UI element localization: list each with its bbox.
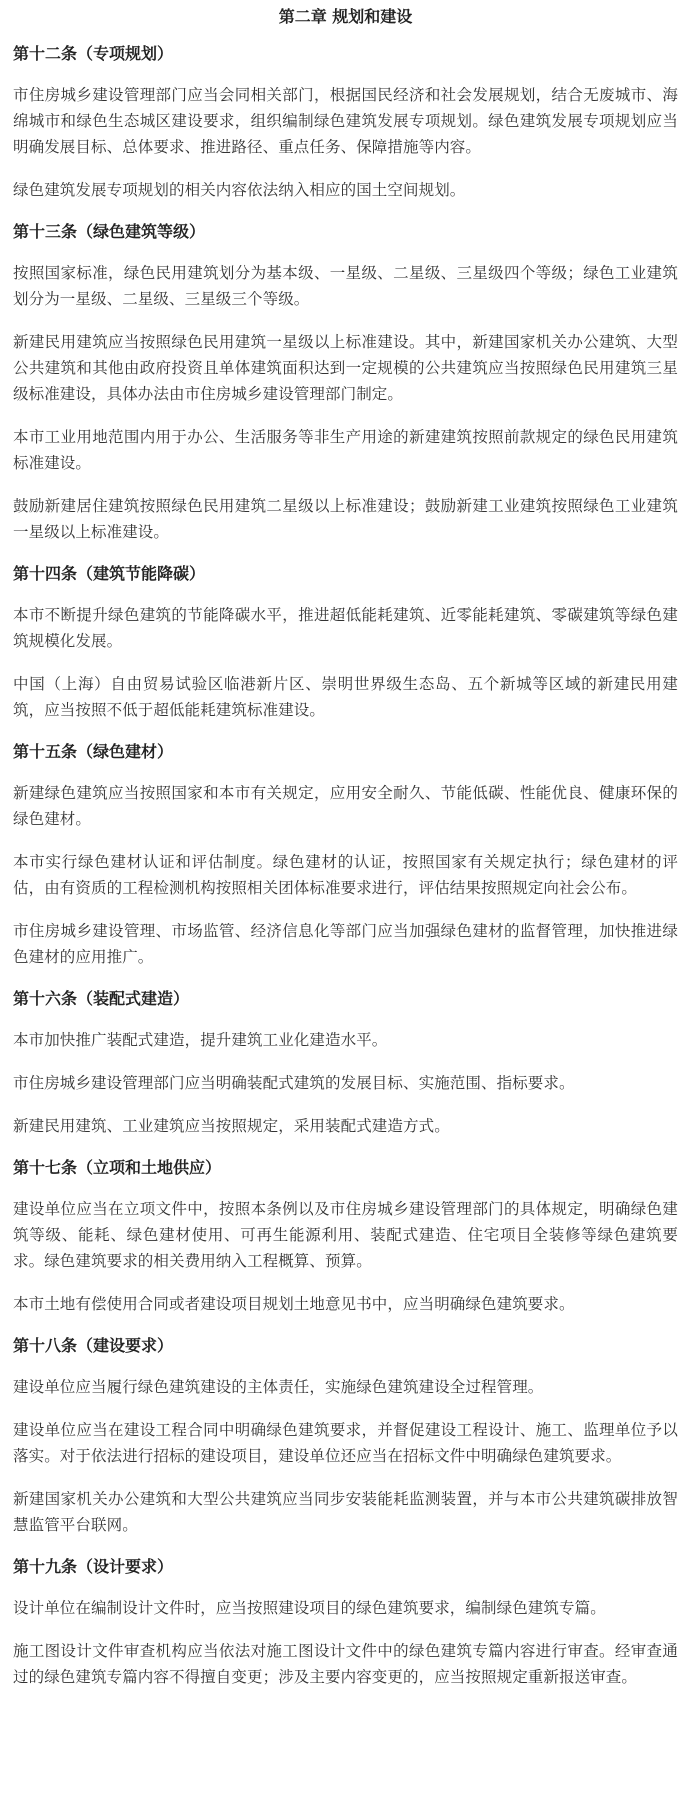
article-14-heading: 第十四条（建筑节能降碳） xyxy=(13,564,206,583)
article-16-paragraph-2: 市住房城乡建设管理部门应当明确装配式建筑的发展目标、实施范围、指标要求。 xyxy=(13,1074,575,1092)
article-19-heading: 第十九条（设计要求） xyxy=(13,1557,174,1576)
article-13-heading: 第十三条（绿色建筑等级） xyxy=(13,222,206,241)
article-13-paragraph-1: 按照国家标准，绿色民用建筑划分为基本级、一星级、二星级、三星级四个等级；绿色工业建筑划分为一星级、二星级、三星级三个等级。 xyxy=(13,264,678,308)
chapter-title: 第二章 规划和建设 xyxy=(278,7,413,26)
article-16-paragraph-3: 新建民用建筑、工业建筑应当按照规定，采用装配式建造方式。 xyxy=(13,1117,450,1135)
article-16-paragraph-1: 本市加快推广装配式建造，提升建筑工业化建造水平。 xyxy=(13,1031,388,1049)
article-14-paragraph-1: 本市不断提升绿色建筑的节能降碳水平，推进超低能耗建筑、近零能耗建筑、零碳建筑等绿色建筑规模化发展。 xyxy=(13,606,678,650)
article-13-paragraph-4: 鼓励新建居住建筑按照绿色民用建筑二星级以上标准建设；鼓励新建工业建筑按照绿色工业建筑一星级以上标准建设。 xyxy=(13,497,678,541)
article-13-paragraph-3: 本市工业用地范围内用于办公、生活服务等非生产用途的新建建筑按照前款规定的绿色民用建筑标准建设。 xyxy=(13,428,678,472)
article-12-heading: 第十二条（专项规划） xyxy=(13,44,174,63)
article-17-heading: 第十七条（立项和土地供应） xyxy=(13,1158,222,1177)
article-16-heading: 第十六条（装配式建造） xyxy=(13,989,190,1008)
article-18-paragraph-1: 建设单位应当履行绿色建筑建设的主体责任，实施绿色建筑建设全过程管理。 xyxy=(13,1378,544,1396)
article-17-paragraph-1: 建设单位应当在立项文件中，按照本条例以及市住房城乡建设管理部门的具体规定，明确绿色建筑等级、能耗、绿色建材使用、可再生能源利用、装配式建造、住宅项目全装修等绿色建筑要求。绿色建筑要求的相关费用纳入工程概算、预算。 xyxy=(13,1200,678,1270)
article-12-paragraph-2: 绿色建筑发展专项规划的相关内容依法纳入相应的国土空间规划。 xyxy=(13,181,466,199)
article-15-paragraph-2: 本市实行绿色建材认证和评估制度。绿色建材的认证，按照国家有关规定执行；绿色建材的评估，由有资质的工程检测机构按照相关团体标准要求进行，评估结果按照规定向社会公布。 xyxy=(13,853,678,897)
article-18-paragraph-3: 新建国家机关办公建筑和大型公共建筑应当同步安装能耗监测装置，并与本市公共建筑碳排放智慧监管平台联网。 xyxy=(13,1490,678,1534)
article-18-heading: 第十八条（建设要求） xyxy=(13,1336,174,1355)
article-15-heading: 第十五条（绿色建材） xyxy=(13,742,174,761)
article-14-paragraph-2: 中国（上海）自由贸易试验区临港新片区、崇明世界级生态岛、五个新城等区域的新建民用建筑，应当按照不低于超低能耗建筑标准建设。 xyxy=(13,675,678,719)
article-18-paragraph-2: 建设单位应当在建设工程合同中明确绿色建筑要求，并督促建设工程设计、施工、监理单位予以落实。对于依法进行招标的建设项目，建设单位还应当在招标文件中明确绿色建筑要求。 xyxy=(13,1421,678,1465)
article-17-paragraph-2: 本市土地有偿使用合同或者建设项目规划土地意见书中，应当明确绿色建筑要求。 xyxy=(13,1295,575,1313)
article-19-paragraph-1: 设计单位在编制设计文件时，应当按照建设项目的绿色建筑要求，编制绿色建筑专篇。 xyxy=(13,1599,606,1617)
article-15-paragraph-1: 新建绿色建筑应当按照国家和本市有关规定，应用安全耐久、节能低碳、性能优良、健康环保的绿色建材。 xyxy=(13,784,678,828)
article-12-paragraph-1: 市住房城乡建设管理部门应当会同相关部门，根据国民经济和社会发展规划，结合无废城市、海绵城市和绿色生态城区建设要求，组织编制绿色建筑发展专项规划。绿色建筑发展专项规划应当明确发展目标、总体要求、推进路径、重点任务、保障措施等内容。 xyxy=(13,86,678,156)
article-15-paragraph-3: 市住房城乡建设管理、市场监管、经济信息化等部门应当加强绿色建材的监督管理，加快推进绿色建材的应用推广。 xyxy=(13,922,678,966)
article-19-paragraph-2: 施工图设计文件审查机构应当依法对施工图设计文件中的绿色建筑专篇内容进行审查。经审查通过的绿色建筑专篇内容不得擅自变更；涉及主要内容变更的，应当按照规定重新报送审查。 xyxy=(13,1642,678,1686)
article-13-paragraph-2: 新建民用建筑应当按照绿色民用建筑一星级以上标准建设。其中，新建国家机关办公建筑、大型公共建筑和其他由政府投资且单体建筑面积达到一定规模的公共建筑应当按照绿色民用建筑三星级标准建设，具体办法由市住房城乡建设管理部门制定。 xyxy=(13,333,678,403)
